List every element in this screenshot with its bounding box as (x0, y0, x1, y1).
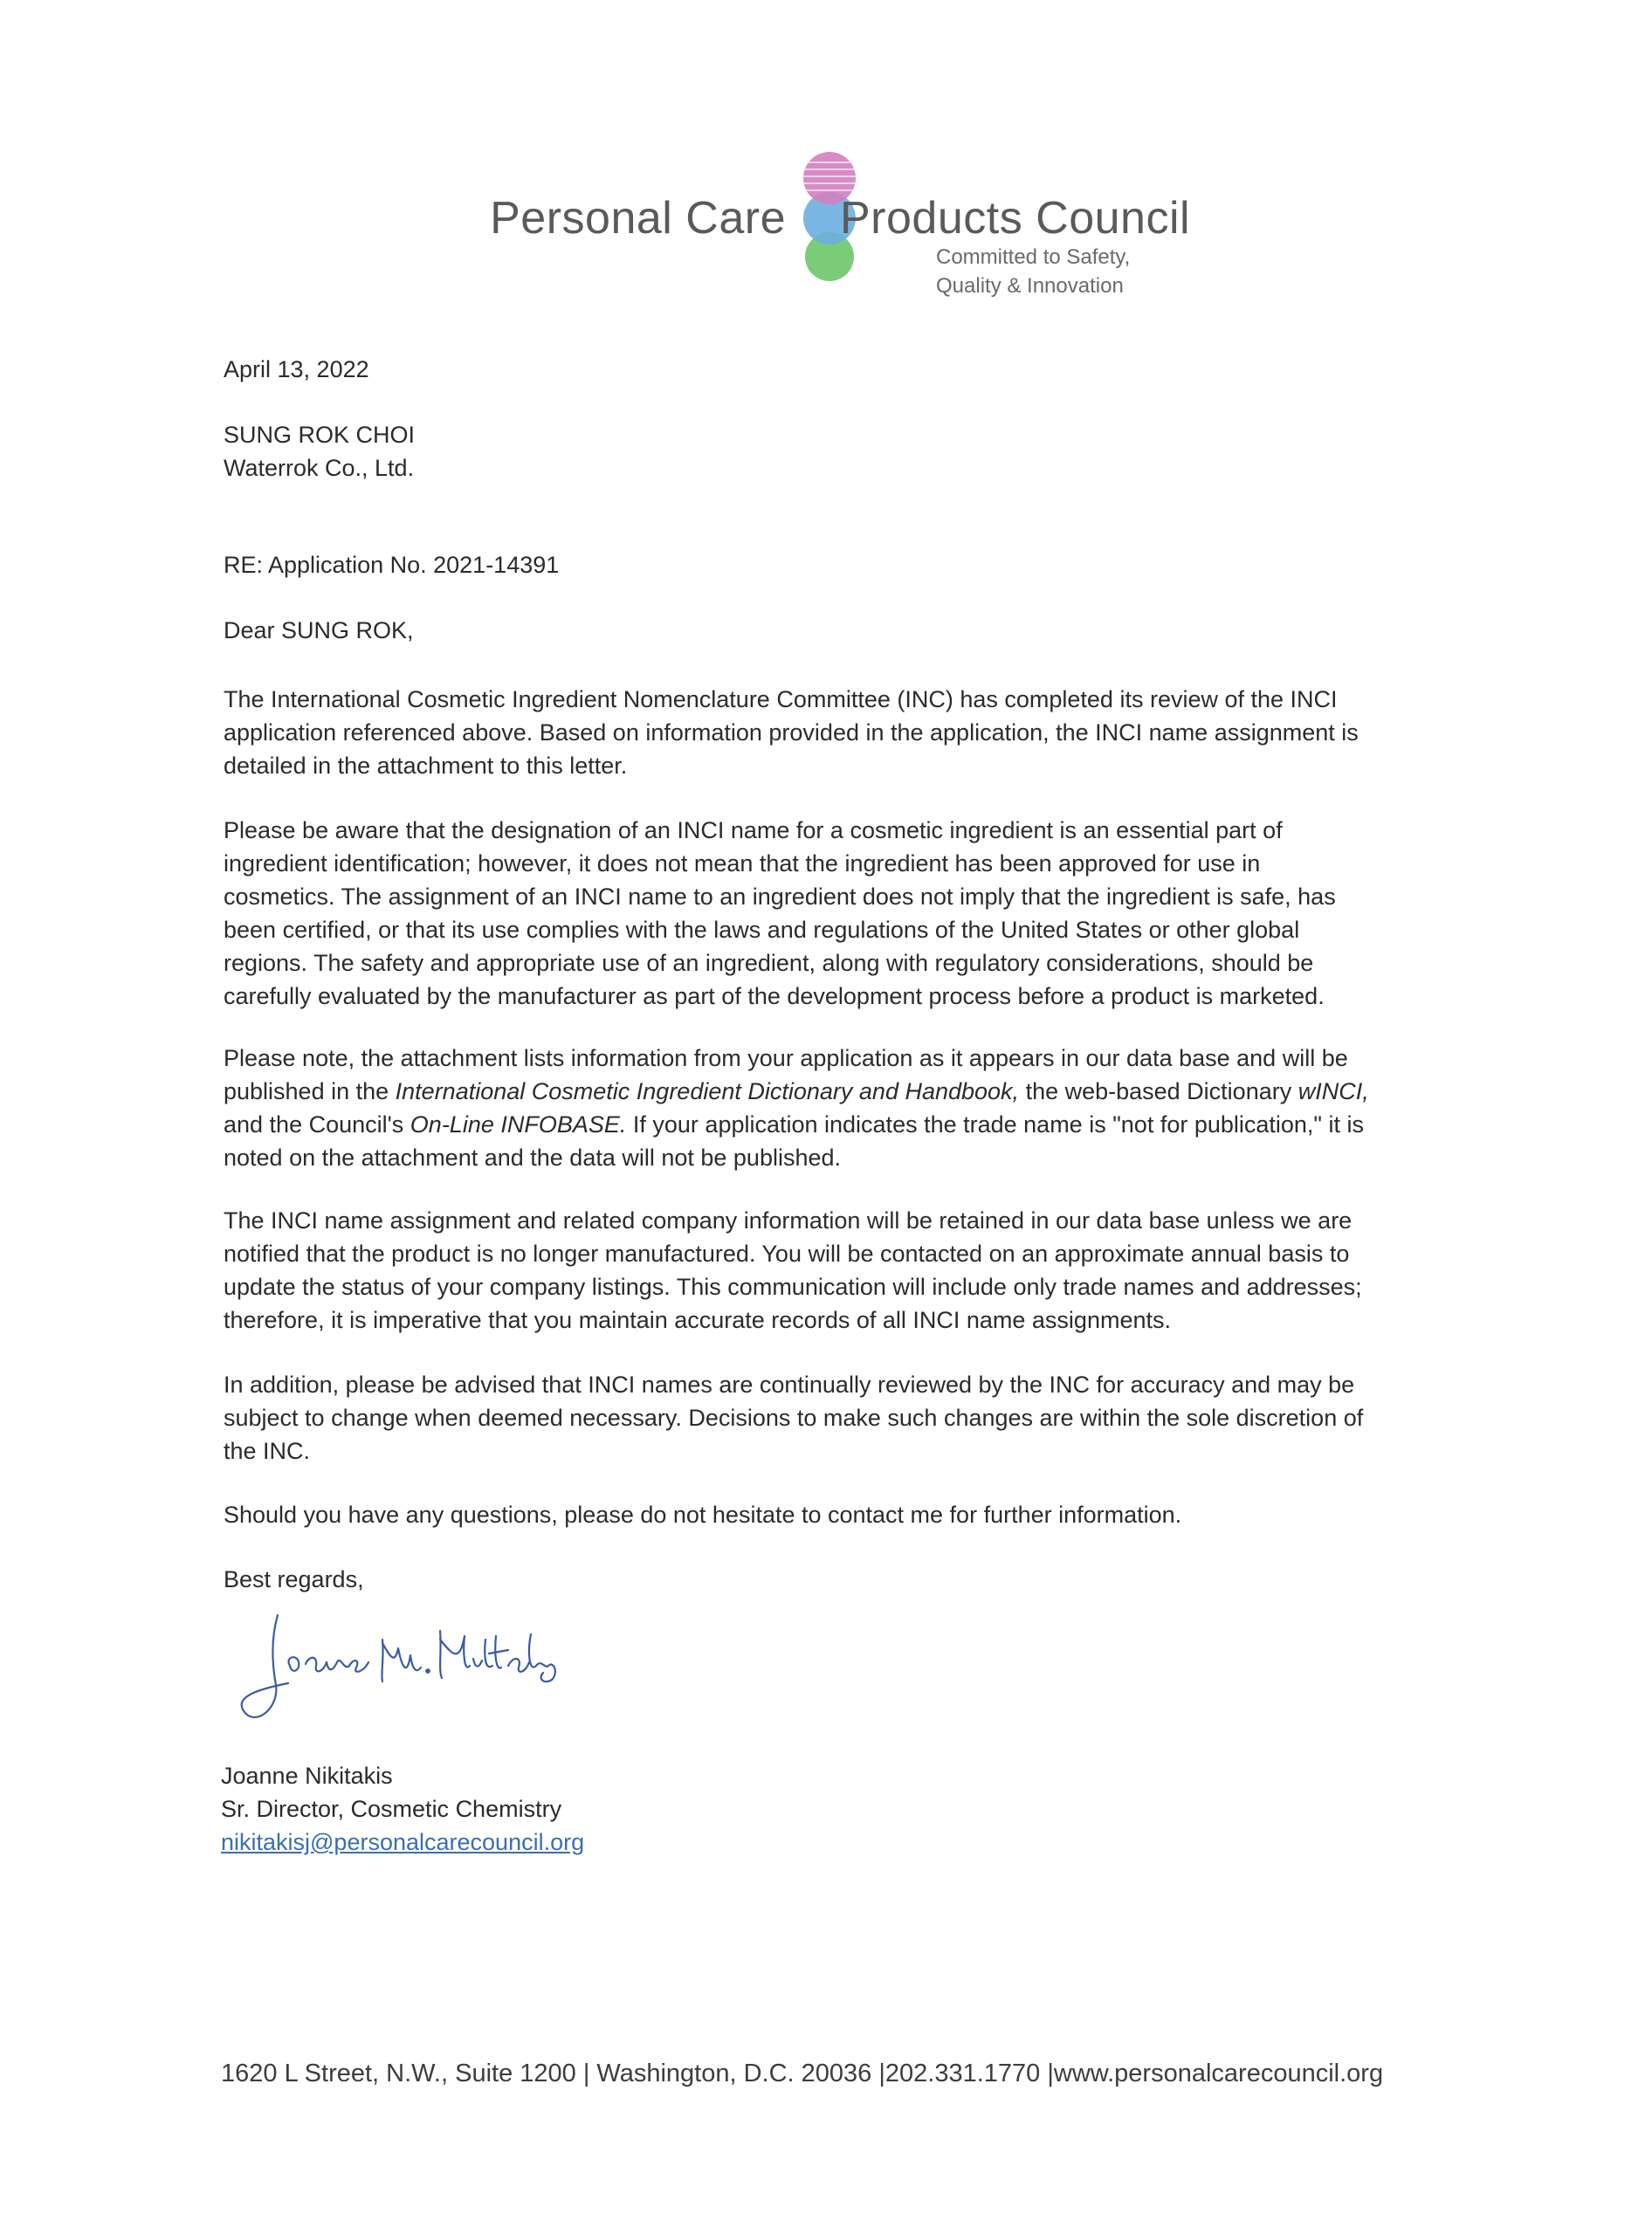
paragraph-line: In addition, please be advised that INCI names are continually reviewed by the INC for accuracy and may be (224, 1372, 1355, 1398)
paragraph-5 (224, 1368, 1463, 1468)
signature-icon (236, 1605, 585, 1736)
paragraph-line: regions. The safety and appropriate use of an ingredient, along with regulatory considerations, should be (224, 950, 1314, 976)
paragraph-line: noted on the attachment and the data will not be published. (224, 1145, 842, 1171)
letterhead (0, 0, 1652, 332)
signer-block (221, 1759, 1461, 1859)
paragraph-line: update the status of your company listings. This communication will include only trade names and addresses; (224, 1274, 1362, 1300)
infobase-name: On-Line INFOBASE. (410, 1111, 627, 1138)
closing: Best regards, (224, 1566, 364, 1592)
recipient-name: SUNG ROK CHOI (224, 422, 416, 448)
tagline-line-1: Committed to Safety, (936, 245, 1131, 269)
winci-name: wINCI, (1298, 1078, 1369, 1104)
signer-title: Sr. Director, Cosmetic Chemistry (221, 1796, 562, 1822)
salutation: Dear SUNG ROK, (224, 617, 414, 643)
paragraph-line: the INC. (224, 1438, 311, 1464)
paragraph-line: been certified, or that its use complies with the laws and regulations of the United States or other global (224, 917, 1300, 943)
tagline-line-2: Quality & Innovation (936, 274, 1124, 298)
org-name-left: Personal Care (490, 193, 786, 244)
paragraph-line (224, 1108, 1463, 1141)
text-segment: and the Council's (224, 1111, 410, 1138)
paragraph-line: Please note, the attachment lists information from your application as it appears in our data base and will be (224, 1045, 1348, 1071)
paragraph-line: The International Cosmetic Ingredient Nomenclature Committee (INC) has completed its review of the INCI (224, 686, 1338, 712)
paragraph-1 (224, 683, 1463, 782)
paragraph-line: carefully evaluated by the manufacturer as part of the development process before a product is marketed. (224, 983, 1325, 1009)
paragraph-6: Should you have any questions, please do not hesitate to contact me for further information. (224, 1502, 1182, 1528)
paragraph-line: Please be aware that the designation of an INCI name for a cosmetic ingredient is an essential part of (224, 817, 1283, 843)
recipient-company: Waterrok Co., Ltd. (224, 455, 415, 481)
paragraph-line: cosmetics. The assignment of an INCI name to an ingredient does not imply that the ingredient is safe, has (224, 884, 1336, 910)
paragraph-4 (224, 1204, 1463, 1337)
paragraph-line: notified that the product is no longer manufactured. You will be contacted on an approximate annual basis to (224, 1241, 1350, 1267)
signer-name: Joanne Nikitakis (221, 1763, 393, 1789)
signer-email-link[interactable]: nikitakisj@personalcarecouncil.org (221, 1829, 585, 1855)
text-segment: the web-based Dictionary (1019, 1078, 1298, 1104)
footer-address: 1620 L Street, N.W., Suite 1200 | Washington, D.C. 20036 |202.331.1770 |www.personalcarecouncil.org (221, 2060, 1384, 2087)
paragraph-3 (224, 1042, 1463, 1174)
paragraph-line: detailed in the attachment to this letter. (224, 753, 628, 779)
paragraph-line: therefore, it is imperative that you maintain accurate records of all INCI name assignments. (224, 1307, 1171, 1333)
paragraph-line: ingredient identification; however, it does not mean that the ingredient has been approved for use in (224, 850, 1261, 877)
dictionary-title: International Cosmetic Ingredient Dictionary and Handbook, (395, 1078, 1020, 1104)
tagline (936, 243, 1130, 300)
letter-date: April 13, 2022 (224, 356, 369, 382)
re-line: RE: Application No. 2021-14391 (224, 552, 560, 578)
text-segment: If your application indicates the trade name is "not for publication," it is (626, 1111, 1365, 1138)
paragraph-line: application referenced above. Based on information provided in the application, the INCI name assignment is (224, 719, 1359, 746)
paragraph-line (224, 1075, 1463, 1108)
text-segment: published in the (224, 1078, 396, 1104)
org-name-right: Products Council (840, 193, 1191, 244)
paragraph-line: subject to change when deemed necessary. Decisions to make such changes are within the sole discretion of (224, 1405, 1364, 1431)
paragraph-line: The INCI name assignment and related company information will be retained in our data base unless we are (224, 1207, 1353, 1234)
paragraph-2 (224, 814, 1463, 1013)
recipient-block (224, 418, 1463, 485)
